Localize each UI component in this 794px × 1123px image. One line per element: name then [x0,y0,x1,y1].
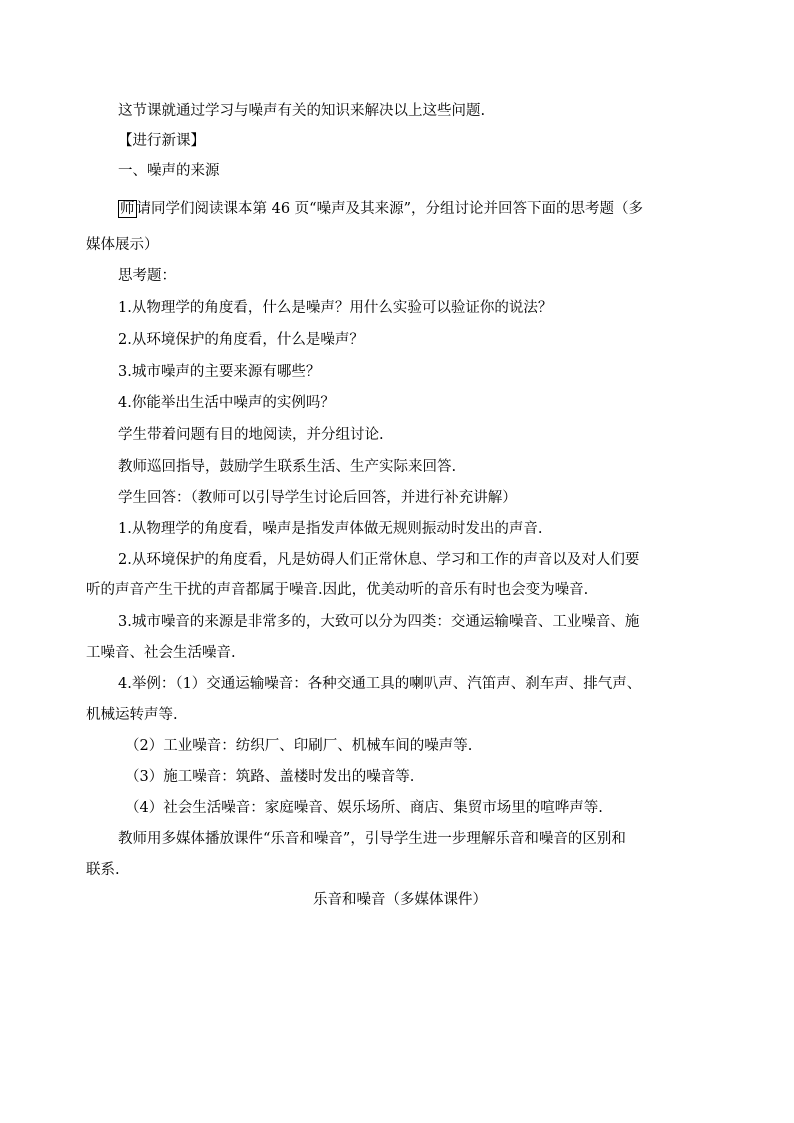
answer-2-line-1: 2.从环境保护的角度看，凡是妨碍人们正常休息、学习和工作的声音以及对人们要 [118,552,640,568]
questions-label: 思考题： [118,268,176,284]
example-construction-noise: （3）施工噪音：筑路、盖楼时发出的噪音等. [125,769,415,785]
intro-sentence: 这节课就通过学习与噪声有关的知识来解决以上这些问题. [118,103,486,119]
student-reading-note: 学生带着问题有目的地阅读，并分组讨论. [118,427,384,443]
answer-2-line-2: 听的声音产生干扰的声音都属于噪音.因此，优美动听的音乐有时也会变为噪音. [86,582,589,598]
example-social-life-noise: （4）社会生活噪音：家庭噪音、娱乐场所、商店、集贸市场里的喧哗声等. [125,800,603,816]
teacher-multimedia-line-1: 教师用多媒体播放课件“乐音和噪音”，引导学生进一步理解乐音和噪音的区别和 [118,831,626,847]
teacher-guidance-note: 教师巡回指导，鼓励学生联系生活、生产实际来回答. [118,459,457,475]
answer-3-line-1: 3.城市噪音的来源是非常多的，大致可以分为四类：交通运输噪音、工业噪音、施 [118,614,640,630]
teacher-instruction-continued: 媒体展示） [86,237,159,253]
subsection-heading-noise-source: 一、噪声的来源 [118,163,220,179]
question-3: 3.城市噪声的主要来源有哪些？ [118,364,321,380]
question-4: 4.你能举出生活中噪声的实例吗？ [118,395,335,411]
answer-3-line-2: 工噪音、社会生活噪音. [86,645,236,661]
teacher-instruction-text: 请同学们阅读课本第 46 页“噪声及其来源”，分组讨论并回答下面的思考题（多 [136,201,643,217]
example-industrial-noise: （2）工业噪音：纺织厂、印刷厂、机械车间的噪声等. [125,738,473,754]
teacher-instruction-line [118,199,714,219]
teacher-multimedia-line-2: 联系. [86,862,120,878]
teacher-marker-box: 师 [120,201,135,217]
answer-4-line-1: 4.举例：（1）交通运输噪音：各种交通工具的喇叭声、汽笛声、刹车声、排气声、 [118,676,642,692]
student-answer-label: 学生回答：（教师可以引导学生讨论后回答，并进行补充讲解） [118,490,517,506]
answer-4-line-2: 机械运转声等. [86,707,178,723]
section-heading-new-lesson: 【进行新课】 [118,133,205,149]
courseware-caption: 乐音和噪音（多媒体课件） [313,892,487,908]
question-1: 1.从物理学的角度看，什么是噪声？用什么实验可以验证你的说法？ [118,300,553,316]
answer-1: 1.从物理学的角度看，噪声是指发声体做无规则振动时发出的声音. [118,521,543,537]
question-2: 2.从环境保护的角度看，什么是噪声？ [118,332,364,348]
